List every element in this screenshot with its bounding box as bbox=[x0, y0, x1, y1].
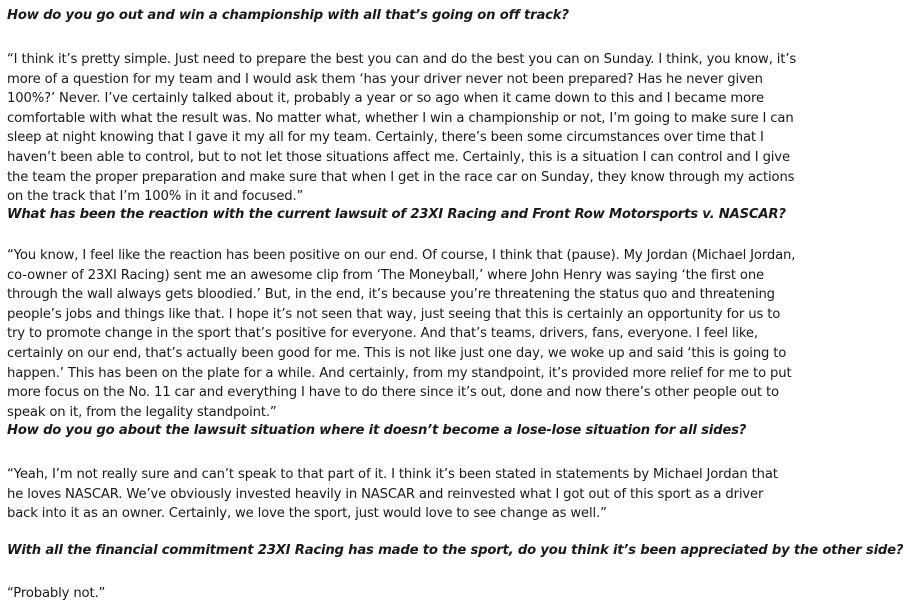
interview-question: How do you go about the lawsuit situation where it doesn’t become a lose-lose situation for all sides? bbox=[7, 423, 747, 438]
interview-answer: “You know, I feel like the reaction has been positive on our end. Of course, I think that (pause). My Jordan (Michael Jordan, co-owner of 23XI Racing) sent me an awesome clip from ‘The Moneyball,’ where John Henry was saying ‘the first one through the wall always gets bloodied.’ But, in the end, it’s because you’re threatening the status quo and threatening people’s jobs and things like that. I hope it’s not seen that way, just seeing that this is certainly an opportunity for us to try to promote change in the sport that’s positive for everyone. And that’s teams, drivers, fans, everyone. I feel like, certainly on our end, that’s actually been good for me. This is not like just one day, we woke up and said ‘this is going to happen.’ This has been on the plate for a while. And certainly, from my standpoint, it’s provided more relief for me to put more focus on the No. 11 car and everything I have to do there since it’s out, done and now there’s other people out to speak on it, from the legality standpoint.” bbox=[7, 248, 796, 420]
interview-answer: “Yeah, I’m not really sure and can’t speak to that part of it. I think it’s been stated in statements by Michael Jordan that he loves NASCAR. We’ve obviously invested heavily in NASCAR and reinvested what I got out of this sport as a driver back into it as an owner. Certainly, we love the sport, just would love to see change as well.” bbox=[7, 467, 778, 522]
interview-answer: “Probably not.” bbox=[7, 586, 106, 601]
interview-question: How do you go out and win a championship with all that’s going on off track? bbox=[7, 8, 569, 23]
interview-answer: “I think it’s pretty simple. Just need to prepare the best you can and do the best you can on Sunday. I think, you know, it’s more of a question for my team and I would ask them ‘has your driver never not been prepared? Has he never given 100%?’ Never. I’ve certainly talked about it, probably a year or so ago when it came down to this and I became more comfortable with what the result was. No matter what, whether I win a championship or not, I’m going to make sure I can sleep at night knowing that I gave it my all for my team. Certainly, there’s been some circumstances over time that I haven’t been able to control, but to not let those situations affect me. Certainly, this is a situation I can control and I give the team the proper preparation and make sure that when I get in the race car on Sunday, they know through my actions on the track that I’m 100% in it and focused.” bbox=[7, 52, 797, 205]
interview-question: With all the financial commitment 23XI Racing has made to the sport, do you think it’s been appreciated by the other side? bbox=[7, 543, 903, 558]
interview-question: What has been the reaction with the current lawsuit of 23XI Racing and Front Row Motorsports v. NASCAR? bbox=[7, 207, 786, 222]
